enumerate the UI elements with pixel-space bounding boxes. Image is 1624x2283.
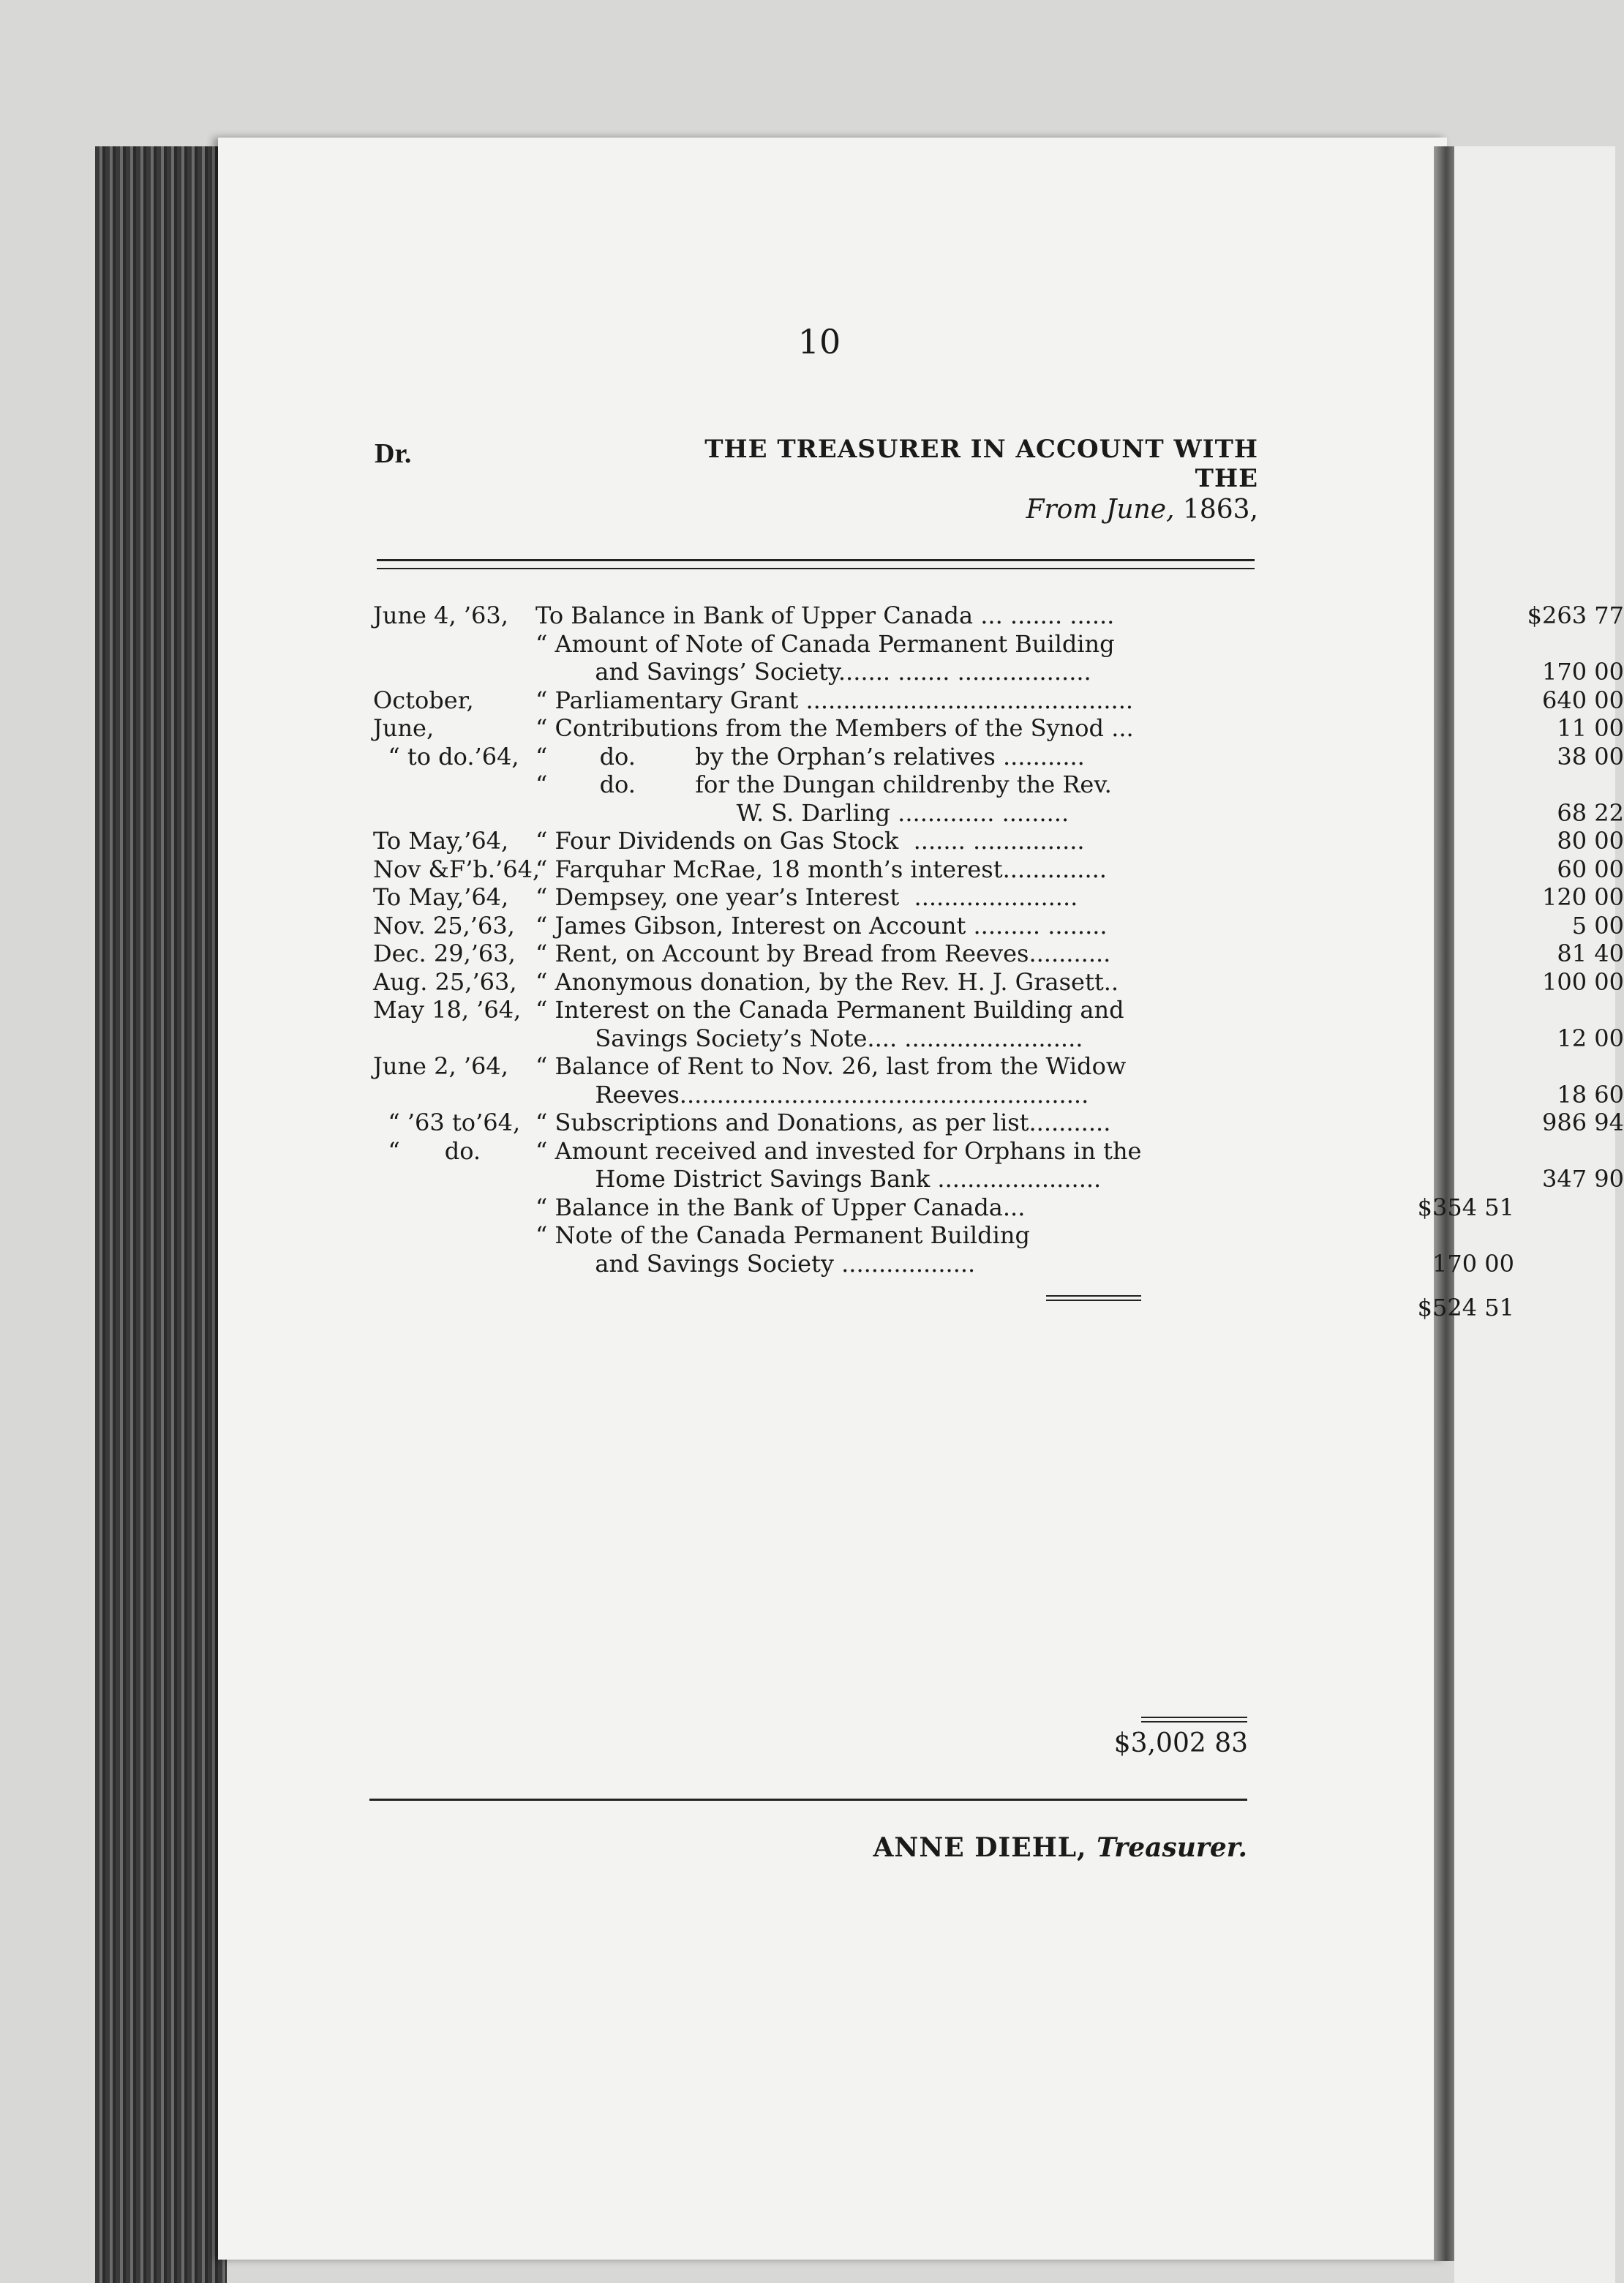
ledger-date: October, <box>373 686 474 714</box>
ledger-amount: 5 00 <box>1571 911 1624 940</box>
ledger-row <box>373 742 1624 771</box>
ledger-row <box>373 1137 1262 1166</box>
ledger-description: Savings Society’s Note.... ........................ <box>535 1024 1083 1052</box>
ledger-amount: 120 00 <box>1542 883 1624 911</box>
balance-subamount: $354 51 <box>1417 1193 1514 1221</box>
ledger-description: “ Subscriptions and Donations, as per list........... <box>535 1109 1111 1136</box>
ledger-date: Aug. 25,’63, <box>373 967 517 996</box>
ledger-description: “ James Gibson, Interest on Account ......... ........ <box>535 911 1108 940</box>
ledger-date: “ ’63 to’64, <box>373 1109 521 1136</box>
ledger-row <box>373 714 1624 743</box>
subtotal-spacer <box>373 1278 1262 1294</box>
ledger-row <box>373 855 1624 884</box>
account-heading: THE TREASURER IN ACCOUNT WITH THE <box>704 435 1258 493</box>
ledger-description: “ Interest on the Canada Permanent Building and <box>535 996 1124 1024</box>
grand-total-rule <box>1141 1717 1247 1718</box>
treasurer-signature <box>732 1832 1247 1863</box>
ledger-description: “ do. by the Orphan’s relatives ........... <box>535 742 1085 771</box>
ledger-row <box>373 1109 1624 1137</box>
ledger-table <box>373 601 1624 1322</box>
treasurer-name: ANNE DIEHL, <box>873 1832 1087 1863</box>
ledger-row <box>373 658 1624 686</box>
ledger-description: “ Farquhar McRae, 18 month’s interest.............. <box>535 855 1107 883</box>
balance-total-row <box>373 1294 1514 1322</box>
ledger-row <box>373 601 1624 630</box>
ledger-amount: 38 00 <box>1557 742 1624 771</box>
ledger-date: To May,’64, <box>373 827 509 855</box>
ledger-amount: 68 22 <box>1557 798 1624 827</box>
ledger-amount: 986 94 <box>1542 1109 1624 1136</box>
ledger-row <box>373 1052 1262 1081</box>
page-number: 10 <box>797 322 841 361</box>
ledger-amount: 100 00 <box>1542 967 1624 996</box>
heading-double-rule <box>377 559 1255 561</box>
balance-description: and Savings Society .................. <box>535 1249 976 1278</box>
ledger-row <box>373 940 1624 968</box>
ledger-amount: 60 00 <box>1557 855 1624 883</box>
ledger-description: “ Anonymous donation, by the Rev. H. J. Grasett.. <box>535 967 1119 996</box>
subtotal-rule <box>1046 1295 1141 1297</box>
ledger-amount: 640 00 <box>1542 686 1624 714</box>
ledger-row <box>373 883 1624 912</box>
ledger-description: “ Amount of Note of Canada Permanent Building <box>535 629 1115 658</box>
ledger-description: Reeves....................................................... <box>535 1080 1089 1109</box>
ledger-amount: $263 77 <box>1527 601 1624 629</box>
grand-total: $3,002 83 <box>1113 1728 1248 1758</box>
ledger-date: Dec. 29,’63, <box>373 940 516 967</box>
ledger-row <box>373 630 1262 659</box>
ledger-description: and Savings’ Society....... ....... .................. <box>535 658 1091 686</box>
ledger-row <box>373 686 1624 715</box>
ledger-date: “ do. <box>373 1136 481 1165</box>
ledger-date: Nov &F’b.’64, <box>373 855 541 883</box>
ledger-row <box>373 827 1624 855</box>
grand-total-rule-lower <box>1141 1721 1247 1722</box>
ledger-amount: 18 60 <box>1557 1080 1624 1109</box>
subtotal-rule-lower <box>1046 1300 1141 1301</box>
balance-description: “ Note of the Canada Permanent Building <box>535 1221 1030 1249</box>
ledger-description: W. S. Darling ............. ......... <box>535 798 1069 827</box>
ledger-date: June, <box>373 714 435 742</box>
ledger-description: “ Parliamentary Grant ............................................ <box>535 686 1134 714</box>
ledger-row <box>373 771 1262 799</box>
ledger-description: “ Rent, on Account by Bread from Reeves........... <box>535 940 1111 967</box>
ledger-row <box>373 911 1624 940</box>
ledger-date: “ to do.’64, <box>373 742 519 771</box>
ledger-row <box>373 967 1624 997</box>
book-page-edges <box>95 146 227 2283</box>
ledger-description: “ Four Dividends on Gas Stock ....... ............... <box>535 827 1085 855</box>
ledger-row <box>373 798 1624 828</box>
ledger-row <box>373 1165 1624 1193</box>
ledger-description: “ Contributions from the Members of the Synod ... <box>535 714 1134 742</box>
ledger-amount: 80 00 <box>1557 827 1624 855</box>
ledger-row <box>373 1080 1624 1109</box>
debit-label: Dr. <box>375 438 412 469</box>
treasurer-title: Treasurer. <box>1097 1832 1247 1863</box>
ledger-description: To Balance in Bank of Upper Canada ... ....... ...... <box>535 601 1115 629</box>
ledger-amount: 81 40 <box>1557 940 1624 967</box>
ledger-description: “ Amount received and invested for Orphans in the <box>535 1136 1142 1165</box>
ledger-date: June 4, ’63, <box>373 601 508 629</box>
account-period <box>951 495 1258 525</box>
ledger-description: Home District Savings Bank ...................... <box>535 1165 1102 1193</box>
ledger-row <box>373 1024 1624 1053</box>
balance-row <box>373 1249 1514 1278</box>
ledger-date: Nov. 25,’63, <box>373 911 515 940</box>
ledger-amount: 347 90 <box>1542 1165 1624 1193</box>
ledger-amount: 11 00 <box>1557 714 1624 742</box>
ledger-amount: 12 00 <box>1557 1024 1624 1052</box>
ledger-description: “ Balance of Rent to Nov. 26, last from the Widow <box>535 1052 1127 1080</box>
ledger-row <box>373 996 1262 1024</box>
balance-description: “ Balance in the Bank of Upper Canada... <box>535 1193 1026 1221</box>
period-prefix: From June, <box>1026 495 1175 525</box>
ledger-amount: 170 00 <box>1542 658 1624 686</box>
ledger-date: To May,’64, <box>373 883 509 911</box>
footer-rule <box>369 1799 1247 1801</box>
ledger-date: May 18, ’64, <box>373 996 522 1024</box>
ledger-description: “ do. for the Dungan childrenby the Rev. <box>535 771 1112 798</box>
balance-total: $524 51 <box>1417 1294 1514 1322</box>
ledger-date: June 2, ’64, <box>373 1052 508 1080</box>
heading-double-rule-lower <box>377 568 1255 569</box>
balance-row <box>373 1193 1514 1222</box>
balance-row <box>373 1221 1262 1250</box>
balance-subamount: 170 00 <box>1432 1249 1514 1278</box>
period-year: 1863, <box>1182 495 1258 525</box>
ledger-description: “ Dempsey, one year’s Interest ...................... <box>535 883 1078 911</box>
